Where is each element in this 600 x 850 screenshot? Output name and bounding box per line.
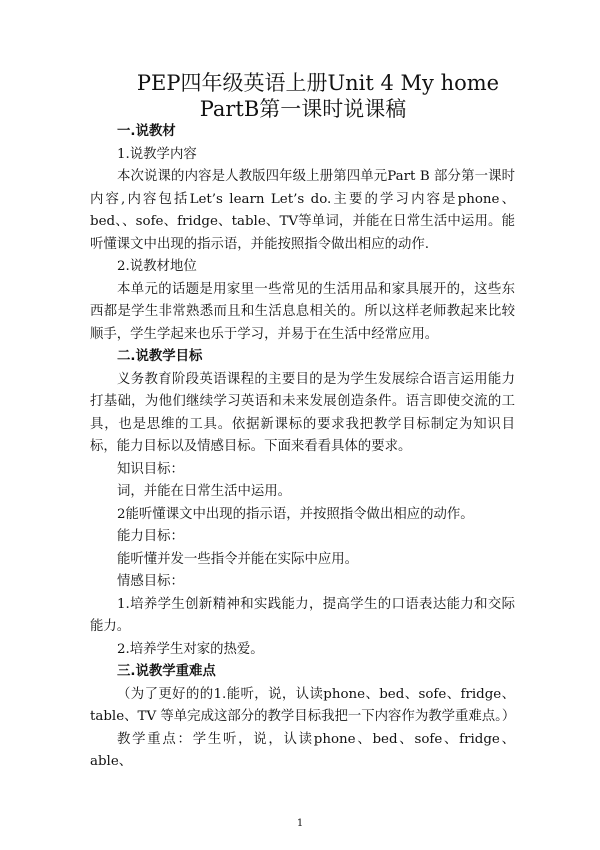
document-title-line2: PartB第一课时说课稿 bbox=[199, 97, 407, 121]
emotion-goal-2: 2.培养学生对家的热爱。 bbox=[117, 641, 264, 657]
section-heading-teaching-goals: 二.说教学目标 bbox=[117, 349, 203, 364]
paragraph-teaching-goals: 义务教育阶段英语课程的主要目的是为学生发展综合语言运用能力打基础，为他们继续学习英语和未来发展创造条件。语言即使交流的工具，也是思维的工具。依据新课标的要求我把教学目标制定为知识目标，能力目标以及情感目标。下面来看看具体的要求。 bbox=[90, 371, 515, 454]
knowledge-goal-2: 2能听懂课文中出现的指示语，并按照指令做出相应的动作。 bbox=[117, 506, 474, 522]
subheading-teaching-content: 1.说教学内容 bbox=[117, 146, 197, 162]
paragraph-teaching-content: 本次说课的内容是人教版四年级上册第四单元Part B 部分第一课时内容,内容包括Let’s learn Let’s do.主要的学习内容是phone、bed、、sofe、fridge、table、TV等单词，并能在日常生活中运用。能听懂课文中出现的指示语，并能按照指令做出相应的动作. bbox=[90, 169, 515, 252]
ability-goal-1: 能听懂并发一些指令并能在实际中应用。 bbox=[117, 551, 359, 567]
label-knowledge-goals: 知识目标： bbox=[117, 461, 184, 477]
label-ability-goals: 能力目标： bbox=[117, 529, 184, 544]
document-title-line1: PEP四年级英语上册Unit 4 My home bbox=[136, 71, 500, 95]
emotion-goal-1: 1.培养学生创新精神和实践能力，提高学生的口语表达能力和交际能力。 bbox=[90, 596, 515, 634]
paragraph-material-status: 本单元的话题是用家里一些常见的生活用品和家具展开的，这些东西都是学生非常熟悉而且和生活息息相关的。所以这样老师教起来比较顺手，学生学起来也乐于学习，并易于在生活中经常应用。 bbox=[90, 281, 515, 342]
page-number: 1 bbox=[296, 818, 304, 829]
document-body bbox=[90, 121, 515, 774]
knowledge-goal-1: 词，并能在日常生活中运用。 bbox=[117, 484, 292, 499]
section-heading-teaching-material: 一.说教材 bbox=[117, 124, 176, 139]
paragraph-key-points-intro: （为了更好的的1.能听，说，认读phone、bed、sofe、fridge、table、TV 等单完成这部分的教学目标我把一下内容作为教学重难点。） bbox=[90, 686, 516, 724]
label-emotion-goals: 情感目标： bbox=[117, 574, 184, 589]
subheading-material-status: 2.说教材地位 bbox=[117, 259, 197, 274]
paragraph-key-points: 教学重点：学生听，说，认读phone、bed、sofe、fridge、able、 bbox=[90, 731, 515, 769]
section-heading-key-difficult-points: 三.说教学重难点 bbox=[117, 664, 216, 679]
